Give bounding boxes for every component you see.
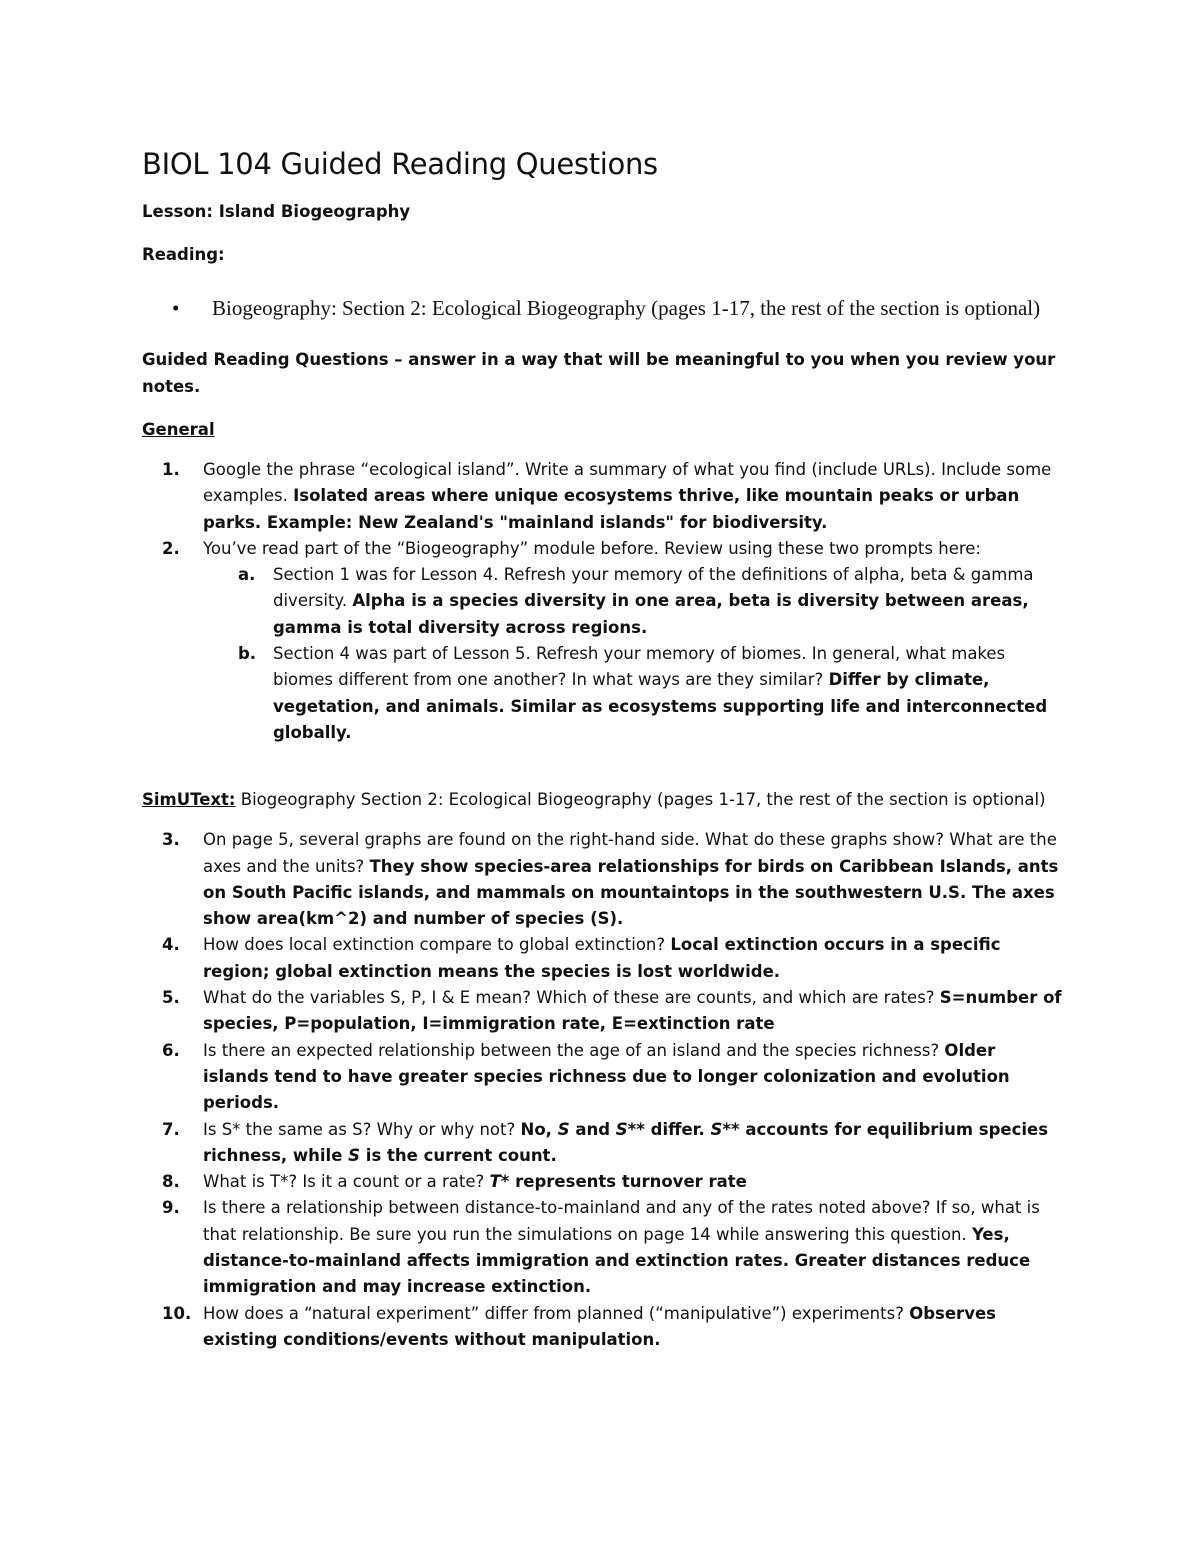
question-item [142,1169,1062,1195]
question-number: 6. [162,1040,180,1060]
sub-question-prompt: Section 4 was part of Lesson 5. Refresh your memory of biomes. In general, what makes biomes different from one another? In what ways are they similar? [273,644,1006,690]
question-number: 9. [162,1198,180,1218]
question-answer: Older islands tend to have greater species richness due to longer colonization and evolution periods. [203,1040,1010,1113]
question-number: 10. [162,1303,192,1323]
answer-part-italic: S [615,1119,628,1139]
simutext-questions [142,827,1062,1353]
question-prompt: Google the phrase “ecological island”. Write a summary of what you find (include URLs). Include some examples. [203,460,1052,506]
question-answer: Isolated areas where unique ecosystems thrive, like mountain peaks or urban parks. Example: New Zealand's "mainland islands" for biodiversity. [203,486,1020,532]
sub-question-answer: Alpha is a species diversity in one area, beta is diversity between areas, gamma is total diversity across regions. [273,591,1029,637]
general-heading: General [142,420,215,439]
question-number: 7. [162,1119,180,1139]
question-item [142,1117,1062,1170]
question-item [142,1301,1062,1354]
question-item [142,1195,1062,1300]
question-prompt: Is there a relationship between distance-to-mainland and any of the rates noted above? If so, what is that relationship. Be sure you run the simulations on page 14 while answering this question. [203,1198,1040,1244]
answer-part: ** differ. [627,1119,711,1139]
question-number: 5. [162,988,180,1008]
answer-part: * represents turnover rate [500,1172,747,1192]
question-item [142,457,1062,536]
question-prompt: What is T*? Is it a count or a rate? [203,1172,485,1192]
lesson-label: Lesson: [142,202,214,221]
question-item [142,827,1062,932]
answer-part-italic: S [710,1119,723,1139]
question-number: 8. [162,1172,180,1192]
instructions: Guided Reading Questions – answer in a way that will be meaningful to you when you review your notes. [142,350,1056,396]
question-number: 1. [162,460,180,479]
question-answer: S=number of species, P=population, I=immigration rate, E=extinction rate [203,988,1062,1034]
question-number: 4. [162,935,180,955]
answer-part: No, [520,1119,558,1139]
general-questions [142,457,1062,746]
question-item [142,1038,1062,1117]
question-answer: Observes existing conditions/events without manipulation. [203,1303,996,1349]
reading-list-item [142,294,1062,322]
answer-part-italic: S [348,1145,361,1165]
document-title: BIOL 104 Guided Reading Questions [142,147,658,181]
simutext-text: Biogeography Section 2: Ecological Biogeography (pages 1-17, the rest of the section is optional) [235,790,1046,810]
question-prompt: Is S* the same as S? Why or why not? [203,1119,516,1139]
question-number: 2. [162,538,180,558]
answer-part-italic: T [489,1172,501,1192]
answer-part: and [569,1119,616,1139]
answer-part: is the current count. [360,1145,557,1165]
sub-question-label: a. [238,565,256,585]
reading-item-text: Biogeography: Section 2: Ecological Biogeography (pages 1-17, the rest of the section is optional) [212,296,1041,320]
question-prompt: You’ve read part of the “Biogeography” module before. Review using these two prompts here: [203,538,981,558]
sub-question-label: b. [238,644,257,664]
question-prompt: Is there an expected relationship between the age of an island and the species richness? [203,1040,940,1060]
document-page [142,140,1062,1353]
question-prompt: How does local extinction compare to global extinction? [203,935,666,955]
simutext-label: SimUText: [142,790,236,810]
lesson-value: Island Biogeography [218,202,411,221]
question-answer: They show species-area relationships for birds on Caribbean Islands, ants on South Pacific islands, and mammals on mountaintops in the southwestern U.S. The axes show area(km^2) and number of species (S). [203,856,1059,929]
question-answer: Yes, distance-to-mainland affects immigration and extinction rates. Greater distances reduce immigration and may increase extinction. [203,1224,1031,1297]
sub-question-item [203,641,1062,746]
sub-question-prompt: Section 1 was for Lesson 4. Refresh your memory of the definitions of alpha, beta & gamma diversity. [273,565,1034,611]
simutext-line [142,786,1062,813]
lesson-line [142,198,1062,225]
reading-label: Reading: [142,245,225,264]
question-item [142,536,1062,746]
answer-part: ** accounts for equilibrium species richness, while [203,1119,1049,1165]
question-number: 3. [162,830,180,850]
sub-question-item [203,562,1062,641]
question-item [142,932,1062,985]
question-prompt: On page 5, several graphs are found on the right-hand side. What do these graphs show? What are the axes and the units? [203,830,1057,876]
sub-question-answer: Differ by climate, vegetation, and animals. Similar as ecosystems supporting life and interconnected globally. [273,670,1048,742]
question-answer: Local extinction occurs in a specific region; global extinction means the species is lost worldwide. [203,935,1001,981]
answer-part-italic: S [557,1119,570,1139]
sub-questions [203,562,1062,746]
question-answer [490,1172,747,1191]
question-prompt: How does a “natural experiment” differ from planned (“manipulative”) experiments? [203,1303,904,1323]
question-item [142,985,1062,1038]
bullet-icon: • [172,296,180,320]
question-prompt: What do the variables S, P, I & E mean? Which of these are counts, and which are rates? [203,988,935,1008]
